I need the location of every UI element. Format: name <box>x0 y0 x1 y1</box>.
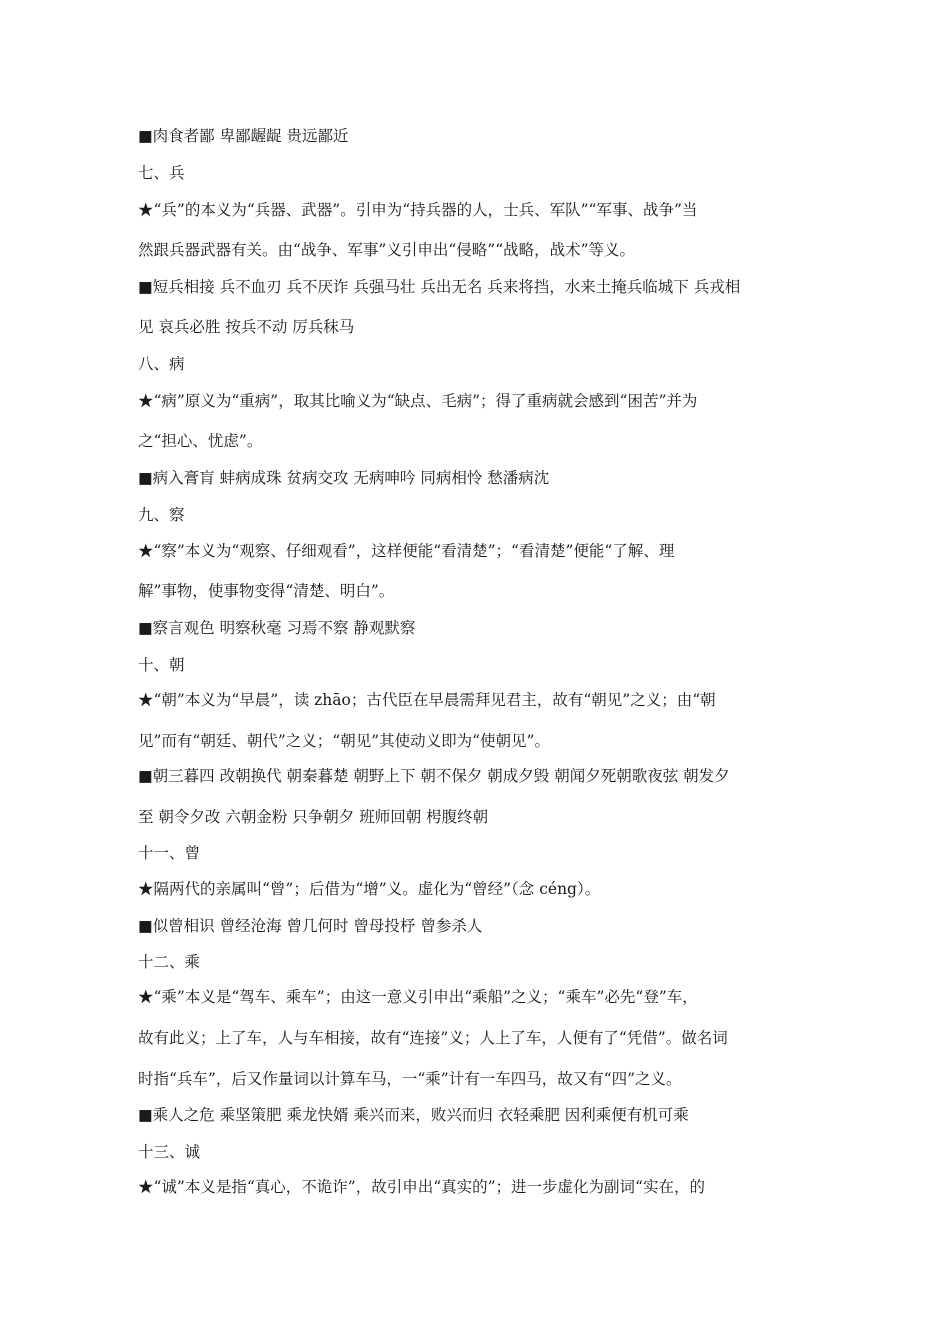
idiom-list: ■似曾相识 曾经沧海 曾几何时 曾母投杼 曾参杀人 <box>138 917 483 935</box>
section-heading: 十、朝 <box>138 656 185 674</box>
idiom-list: ■察言观色 明察秋毫 习焉不察 静观默察 <box>138 619 416 637</box>
section-heading: 十三、诚 <box>138 1143 201 1161</box>
section-heading: 七、兵 <box>138 164 185 182</box>
definition-paragraph: 时指“兵车”，后又作量词以计算车马，一“乘”计有一车四马，故又有“四”之义。 <box>138 1070 682 1088</box>
section-heading: 九、察 <box>138 506 185 524</box>
definition-paragraph: 见”而有“朝廷、朝代”之义；“朝见”其使动义即为“使朝见”。 <box>138 732 550 750</box>
definition-paragraph: ★“诚”本义是指“真心，不诡诈”，故引申出“真实的”；进一步虚化为副词“实在，的 <box>138 1178 705 1196</box>
definition-paragraph: ★“朝”本义为“早晨”，读 zhāo；古代臣在早晨需拜见君主，故有“朝见”之义；由“朝 <box>138 691 716 709</box>
definition-paragraph: 之“担心、忧虑”。 <box>138 432 263 450</box>
section-heading: 十一、曾 <box>138 844 201 862</box>
definition-paragraph: ★隔两代的亲属叫“曾”；后借为“增”义。虚化为“曾经”（念 céng）。 <box>138 880 601 898</box>
idiom-list: 见 哀兵必胜 按兵不动 厉兵秣马 <box>138 318 355 336</box>
definition-paragraph: 解”事物，使事物变得“清楚、明白”。 <box>138 582 395 600</box>
definition-paragraph: ★“乘”本义是“驾车、乘车”；由这一意义引申出“乘船”之义；“乘车”必先“登”车， <box>138 988 698 1006</box>
idiom-list: ■肉食者鄙 卑鄙龌龊 贵远鄙近 <box>138 127 349 145</box>
definition-paragraph: ★“病”原义为“重病”，取其比喻义为“缺点、毛病”；得了重病就会感到“困苦”并为 <box>138 392 698 410</box>
section-heading: 八、病 <box>138 355 185 373</box>
definition-paragraph: 然跟兵器武器有关。由“战争、军事”义引申出“侵略”“战略，战术”等义。 <box>138 241 636 259</box>
idiom-list: ■乘人之危 乘坚策肥 乘龙快婿 乘兴而来，败兴而归 衣轻乘肥 因利乘便有机可乘 <box>138 1106 689 1124</box>
section-heading: 十二、乘 <box>138 953 201 971</box>
idiom-list: ■短兵相接 兵不血刃 兵不厌诈 兵强马壮 兵出无名 兵来将挡，水来土掩兵临城下 兵戎相 <box>138 278 741 296</box>
idiom-list: ■病入膏肓 蚌病成珠 贫病交攻 无病呻吟 同病相怜 愁潘病沈 <box>138 469 550 487</box>
definition-paragraph: 故有此义；上了车，人与车相接，故有“连接”义；人上了车，人便有了“凭借”。做名词 <box>138 1029 728 1047</box>
definition-paragraph: ★“兵”的本义为“兵器、武器”。引申为“持兵器的人，士兵、军队”“军事、战争”当 <box>138 201 698 219</box>
idiom-list: 至 朝令夕改 六朝金粉 只争朝夕 班师回朝 枵腹终朝 <box>138 808 489 826</box>
idiom-list: ■朝三暮四 改朝换代 朝秦暮楚 朝野上下 朝不保夕 朝成夕毁 朝闻夕死朝歌夜弦 朝发夕 <box>138 767 730 785</box>
definition-paragraph: ★“察”本义为“观察、仔细观看”，这样便能“看清楚”；“看清楚”便能“了解、理 <box>138 542 675 560</box>
